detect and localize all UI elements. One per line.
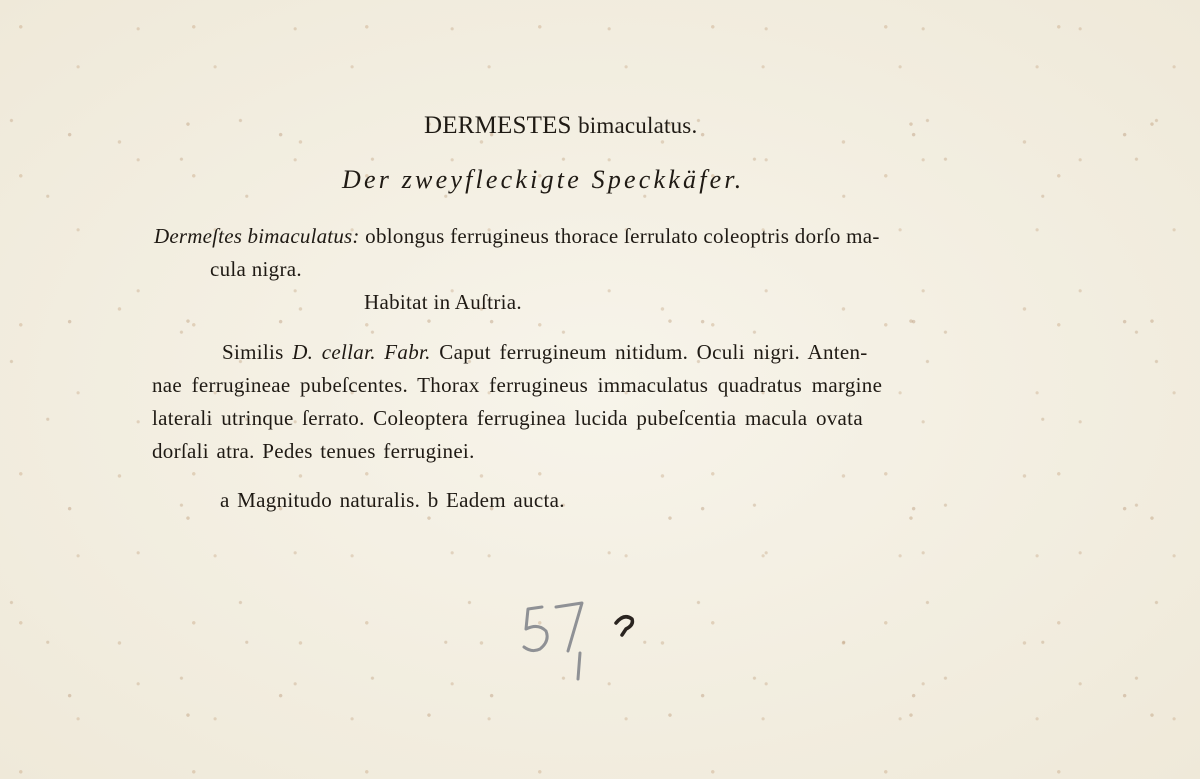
description-line-4: dorſali atra. Pedes tenues ferruginei. <box>152 439 475 463</box>
description-similis: Similis <box>222 340 293 364</box>
diagnosis-text: oblongus ferrugineus thorace ſerrulato coleoptris dorſo ma- <box>359 224 880 248</box>
description-line-2: nae ferrugineae pubeſcentes. Thorax ferrugineus immaculatus quadratus margine <box>152 373 883 397</box>
species-name: bimaculatus. <box>578 113 698 138</box>
diagnosis-line-2: cula nigra. <box>210 257 302 281</box>
habitat-line: Habitat in Auſtria. <box>364 290 522 314</box>
diagnosis-name: Dermeſtes bimaculatus: <box>154 224 360 248</box>
genus-name: DERMESTES <box>424 112 572 139</box>
species-title <box>424 112 697 140</box>
german-common-name: Der zweyfleckigte Speckkäfer. <box>342 165 745 194</box>
description-line-3: laterali utrinque ſerrato. Coleoptera ferruginea lucida pubeſcentia macula ovata <box>152 406 863 430</box>
pencil-annotation <box>520 595 660 685</box>
description-line-1 <box>222 340 868 365</box>
description-reference: D. cellar. Fabr. <box>292 340 431 364</box>
figure-legend: a Magnitudo naturalis. b Eadem aucta. <box>220 488 565 512</box>
description-text: Caput ferrugineum nitidum. Oculi nigri. Anten- <box>430 340 868 364</box>
diagnosis-line-1 <box>154 224 880 249</box>
